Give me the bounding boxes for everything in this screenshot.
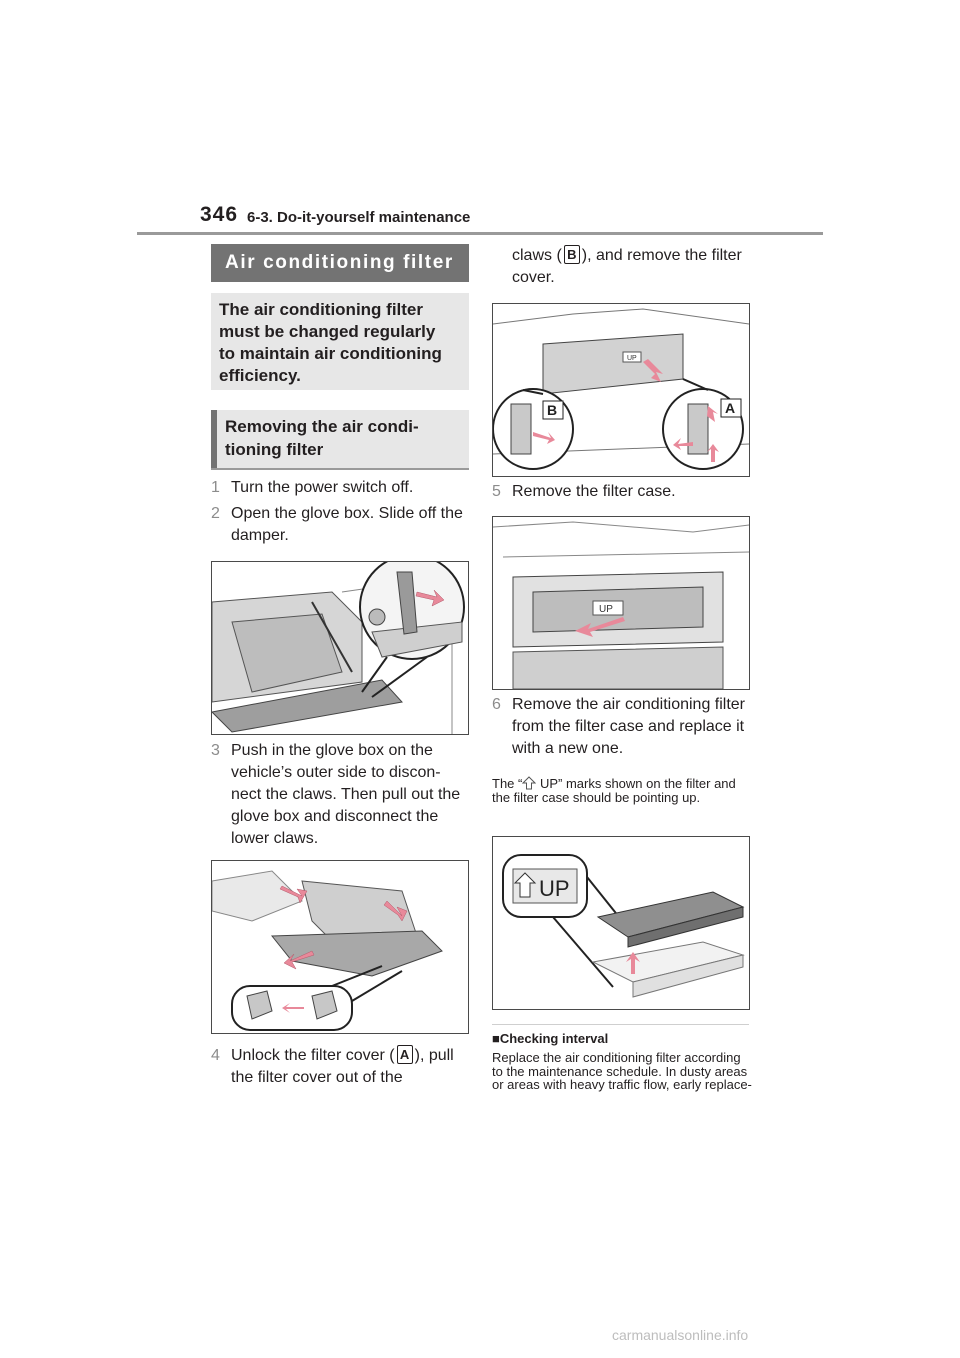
up-mark-case: UP [599,604,613,615]
step-number: 1 [211,479,220,496]
filter-cover-illustration [493,304,749,476]
claw-label-b: B [564,245,580,264]
up-mark-note [492,776,754,805]
step-text: Push in the glove box on the vehicle’s outer side to discon-nect the claws. Then pull out the glove box and disconnect the lower claws. [231,742,461,847]
figure-filter-cover [492,303,750,477]
step-text: Remove the air conditioning filter from the filter case and replace it with a new one. [512,696,746,757]
step-number: 5 [492,483,501,500]
section-banner [211,244,469,282]
watermark: carmanualsonline.info [612,1327,749,1343]
up-marks-illustration [493,837,749,1009]
divider [492,1024,749,1025]
step-text [231,1045,469,1089]
note-before: The “ [492,776,523,791]
note-after: UP” marks shown on the filter and the filter case should be pointing up. [492,776,736,805]
step-text: Open the glove box. Slide off the damper. [231,505,463,544]
glove-box-removal-illustration [212,861,468,1033]
fig-label-a: A [725,400,736,416]
lead-text: The air conditioning filter must be changed regularly to maintain air conditioning efficiency. [219,300,442,385]
step-text: Turn the power switch off. [231,479,414,496]
up-mark-large: UP [539,876,570,901]
section-title: 6-3. Do-it-yourself maintenance [247,209,471,226]
step-4-text-b: ), pull the filter cover out of the [231,1047,454,1086]
up-arrow-icon [522,776,536,790]
step-text: Remove the filter case. [512,483,676,500]
figure-glove-box-removal [211,860,469,1034]
fig-label-b: B [547,402,558,418]
subheading-title: Removing the air condi-tioning filter [225,417,419,459]
figure-filter-case [492,516,750,690]
step-4-text-d: ), and remove the filter cover. [512,247,742,286]
figure-up-marks [492,836,750,1010]
claw-label-a: A [397,1045,413,1064]
step-4-text-a: Unlock the filter cover ( [231,1047,395,1064]
step-4-text-c: claws ( [512,247,562,264]
header-rule [137,232,823,235]
up-mark-small: UP [627,355,637,362]
subheading-box [211,410,469,470]
page-number: 346 [200,203,239,226]
step-number: 6 [492,696,501,713]
figure-glove-box-damper [211,561,469,735]
step-number: 4 [211,1047,220,1064]
step-number: 3 [211,742,220,759]
section-banner-title: Air conditioning filter [225,252,454,273]
subheading-bar [211,410,217,468]
step-text [512,245,752,289]
step-number: 2 [211,505,220,522]
filter-case-illustration [493,517,749,689]
checking-heading: ■Checking interval [492,1031,609,1046]
checking-text: Replace the air conditioning filter according to the maintenance schedule. In dusty areas or areas with heavy traffic flow, early replace- [492,1050,752,1092]
glove-box-damper-illustration [212,562,468,734]
lead-box [211,293,469,390]
